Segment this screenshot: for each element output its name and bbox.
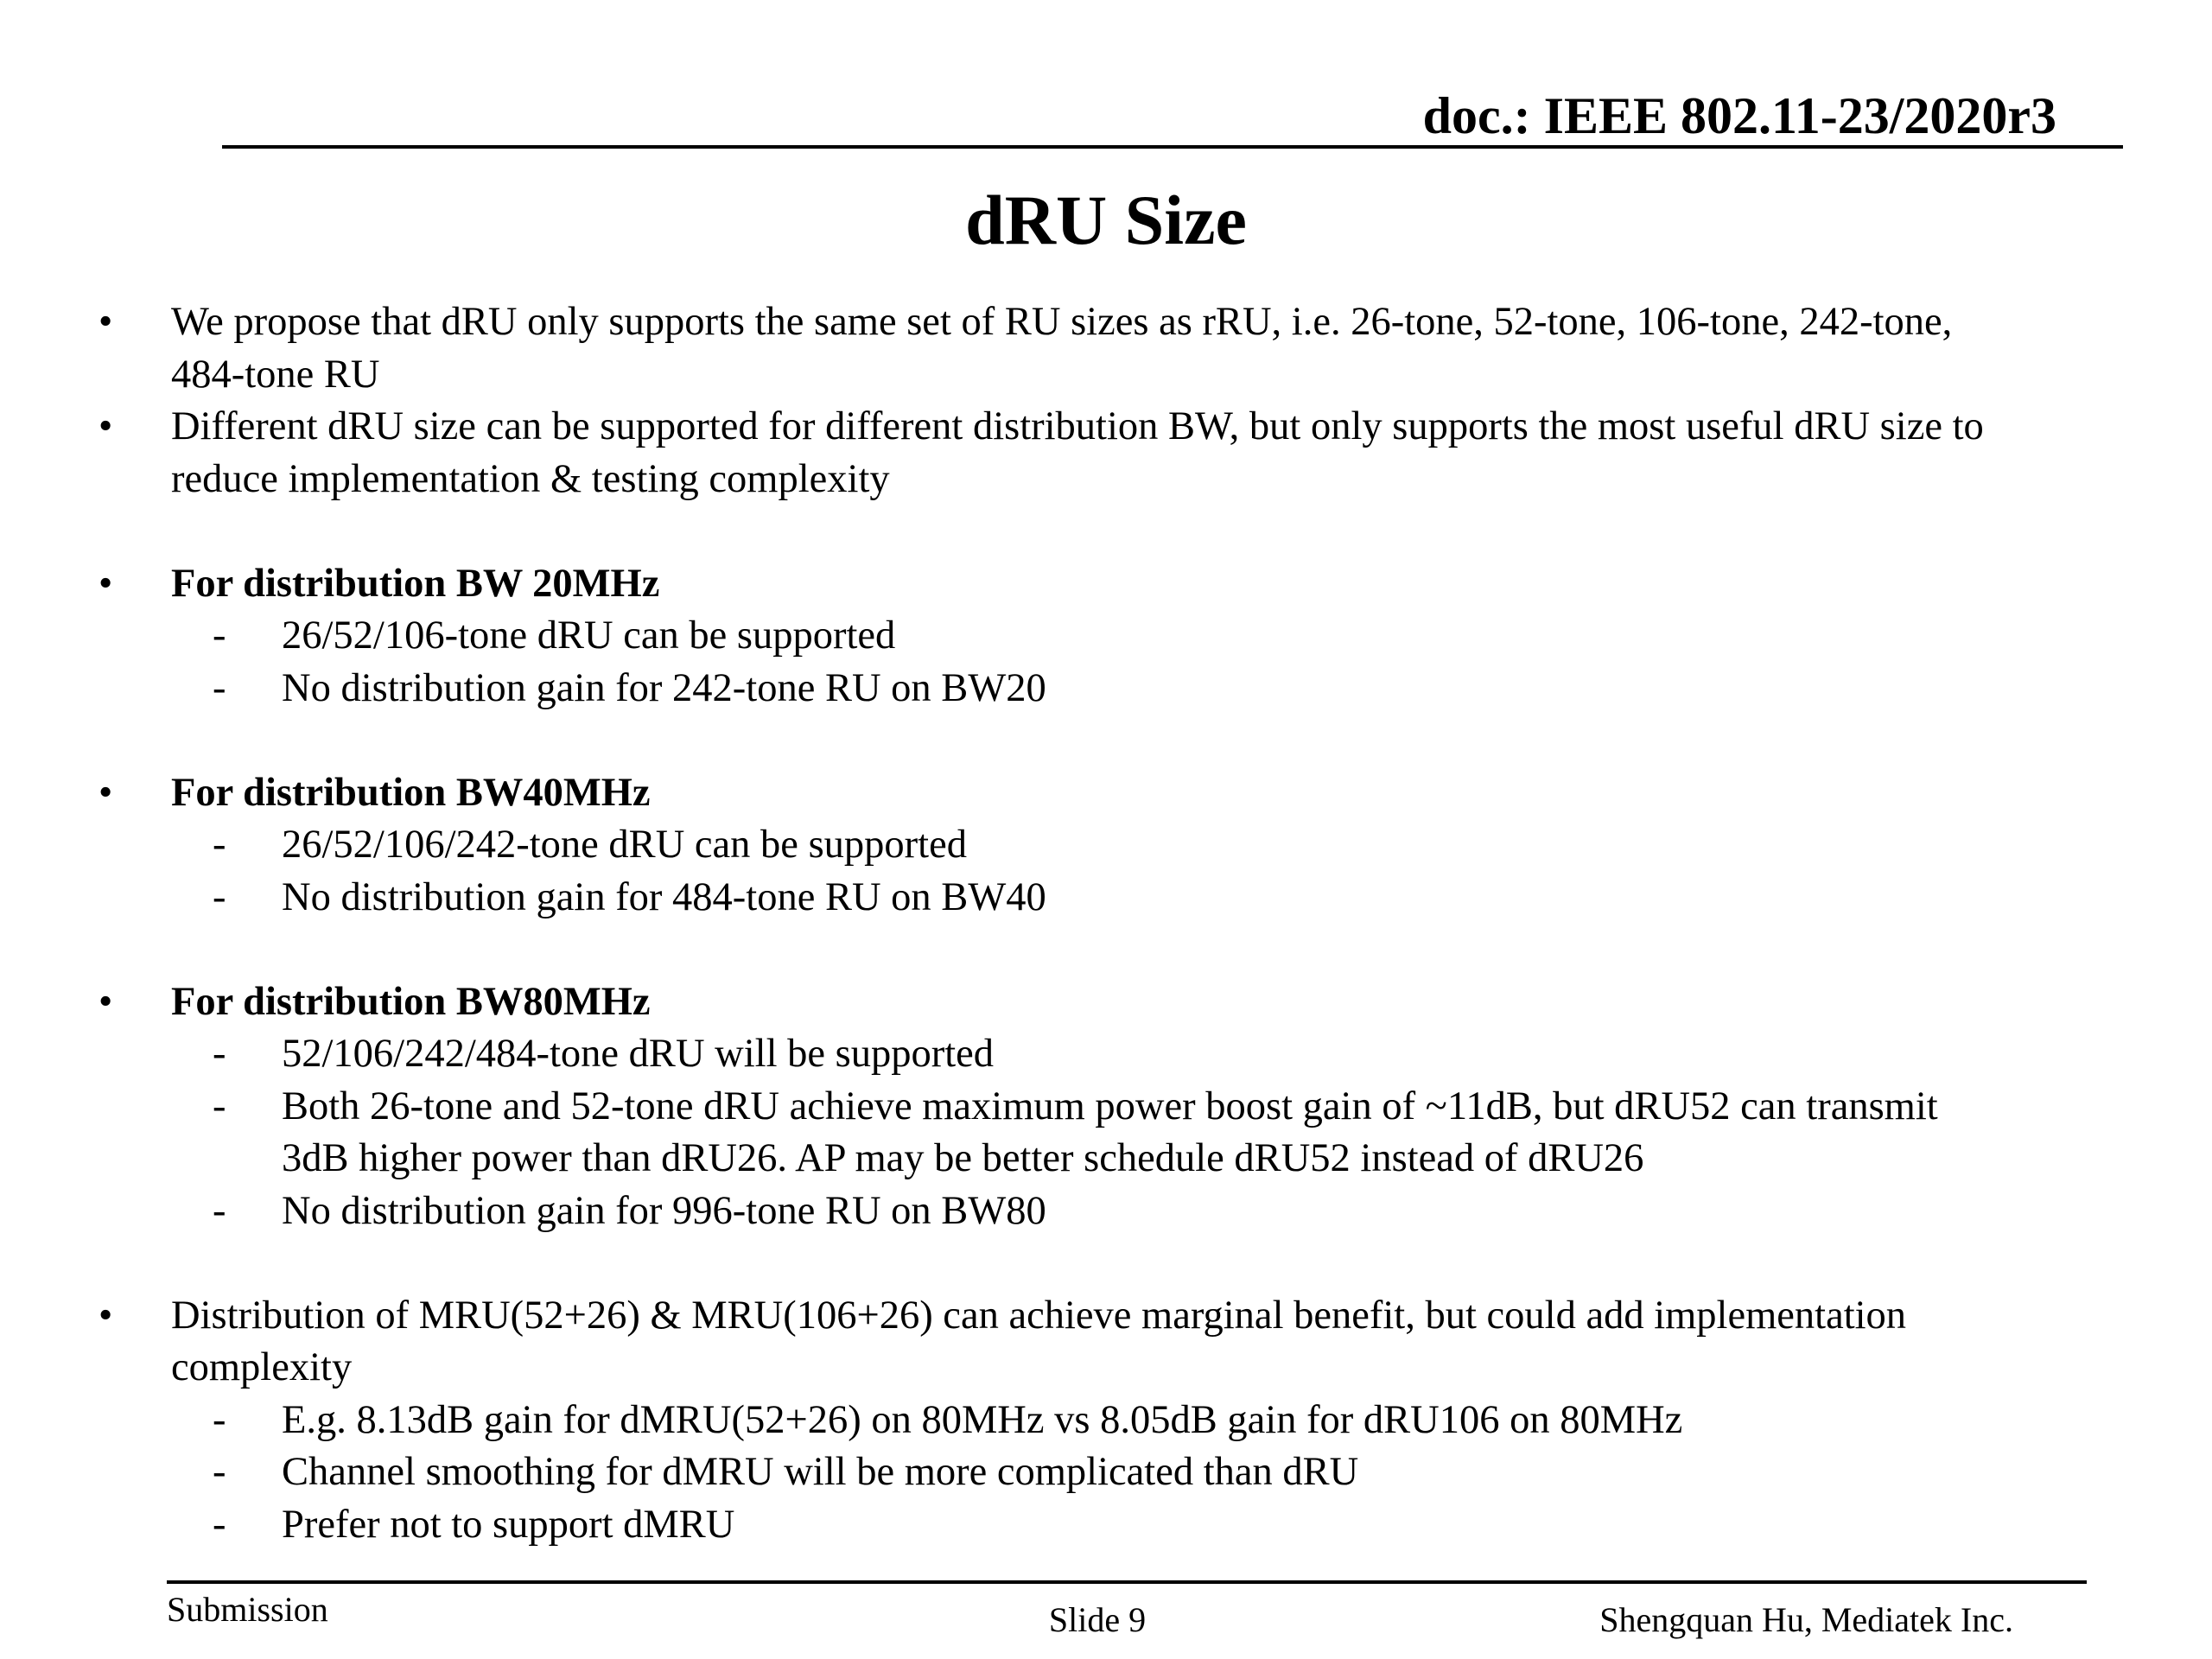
sub-item-continuation (0, 1133, 2212, 1185)
section-heading-bw80: For distribution BW80MHz (171, 979, 651, 1024)
sub-item (0, 663, 2212, 715)
sub-item-text: Both 26-tone and 52-tone dRU achieve maximum power boost gain of ~11dB, but dRU52 can transmit (282, 1084, 1938, 1128)
bullet-item (0, 767, 2212, 820)
slide-body (0, 296, 2212, 1551)
bullet-item (0, 401, 2212, 454)
dash-icon: - (213, 1084, 226, 1128)
section-heading-bw20: For distribution BW 20MHz (171, 561, 660, 606)
sub-item (0, 1081, 2212, 1134)
footer-divider (167, 1580, 2087, 1584)
sub-item (0, 610, 2212, 663)
bullet-continuation (0, 454, 2212, 506)
sub-item-text: 26/52/106-tone dRU can be supported (282, 613, 896, 658)
sub-item (0, 1185, 2212, 1238)
sub-item-text: E.g. 8.13dB gain for dMRU(52+26) on 80MHz vs 8.05dB gain for dRU106 on 80MHz (282, 1397, 1683, 1442)
bullet-text: Different dRU size can be supported for different distribution BW, but only supports the most useful dRU size to (171, 404, 1984, 448)
dash-icon: - (213, 1032, 226, 1076)
bullet-icon: • (99, 979, 113, 1024)
document-id: doc.: IEEE 802.11-23/2020r3 (1422, 87, 2056, 144)
bullet-item (0, 558, 2212, 611)
bullet-icon: • (99, 404, 113, 448)
bullet-continuation (0, 349, 2212, 402)
spacer (0, 505, 2212, 558)
sub-item-text: Prefer not to support dMRU (282, 1502, 735, 1547)
bullet-text: complexity (171, 1345, 353, 1389)
bullet-item (0, 296, 2212, 349)
spacer (0, 715, 2212, 767)
sub-item-text: No distribution gain for 996-tone RU on BW80 (282, 1188, 1046, 1233)
sub-item (0, 1395, 2212, 1447)
sub-item-text: Channel smoothing for dMRU will be more complicated than dRU (282, 1450, 1359, 1494)
bullet-text: We propose that dRU only supports the same set of RU sizes as rRU, i.e. 26-tone, 52-tone, 106-tone, 242-tone, (171, 300, 1953, 344)
dash-icon: - (213, 1502, 226, 1547)
spacer (0, 924, 2212, 976)
footer-submission: Submission (167, 1590, 328, 1629)
dash-icon: - (213, 1397, 226, 1442)
bullet-text: Distribution of MRU(52+26) & MRU(106+26) can achieve marginal benefit, but could add implementation (171, 1293, 1907, 1338)
sub-item-text: 3dB higher power than dRU26. AP may be better schedule dRU52 instead of dRU26 (282, 1136, 1644, 1180)
dash-icon: - (213, 665, 226, 710)
sub-item-text: 52/106/242/484-tone dRU will be supported (282, 1032, 995, 1076)
spacer (0, 1237, 2212, 1290)
dash-icon: - (213, 613, 226, 658)
dash-icon: - (213, 1450, 226, 1494)
sub-item-text: 26/52/106/242-tone dRU can be supported (282, 823, 967, 867)
section-heading-bw40: For distribution BW40MHz (171, 770, 651, 815)
sub-item-text: No distribution gain for 242-tone RU on BW20 (282, 665, 1046, 710)
sub-item (0, 1028, 2212, 1081)
footer-author: Shengquan Hu, Mediatek Inc. (1599, 1600, 2013, 1639)
dash-icon: - (213, 1188, 226, 1233)
bullet-icon: • (99, 300, 113, 344)
bullet-icon: • (99, 561, 113, 606)
bullet-text: 484-tone RU (171, 352, 380, 397)
bullet-text: reduce implementation & testing complexity (171, 456, 890, 501)
bullet-item (0, 976, 2212, 1029)
header-divider (222, 145, 2123, 149)
sub-item (0, 872, 2212, 925)
slide-title: dRU Size (965, 181, 1247, 259)
bullet-icon: • (99, 1293, 113, 1338)
footer-slide-number: Slide 9 (1048, 1600, 1147, 1639)
sub-item (0, 1499, 2212, 1552)
sub-item-text: No distribution gain for 484-tone RU on BW40 (282, 874, 1046, 919)
dash-icon: - (213, 823, 226, 867)
sub-item (0, 1446, 2212, 1499)
bullet-continuation (0, 1342, 2212, 1395)
bullet-item (0, 1290, 2212, 1343)
sub-item (0, 819, 2212, 872)
dash-icon: - (213, 874, 226, 919)
bullet-icon: • (99, 770, 113, 815)
